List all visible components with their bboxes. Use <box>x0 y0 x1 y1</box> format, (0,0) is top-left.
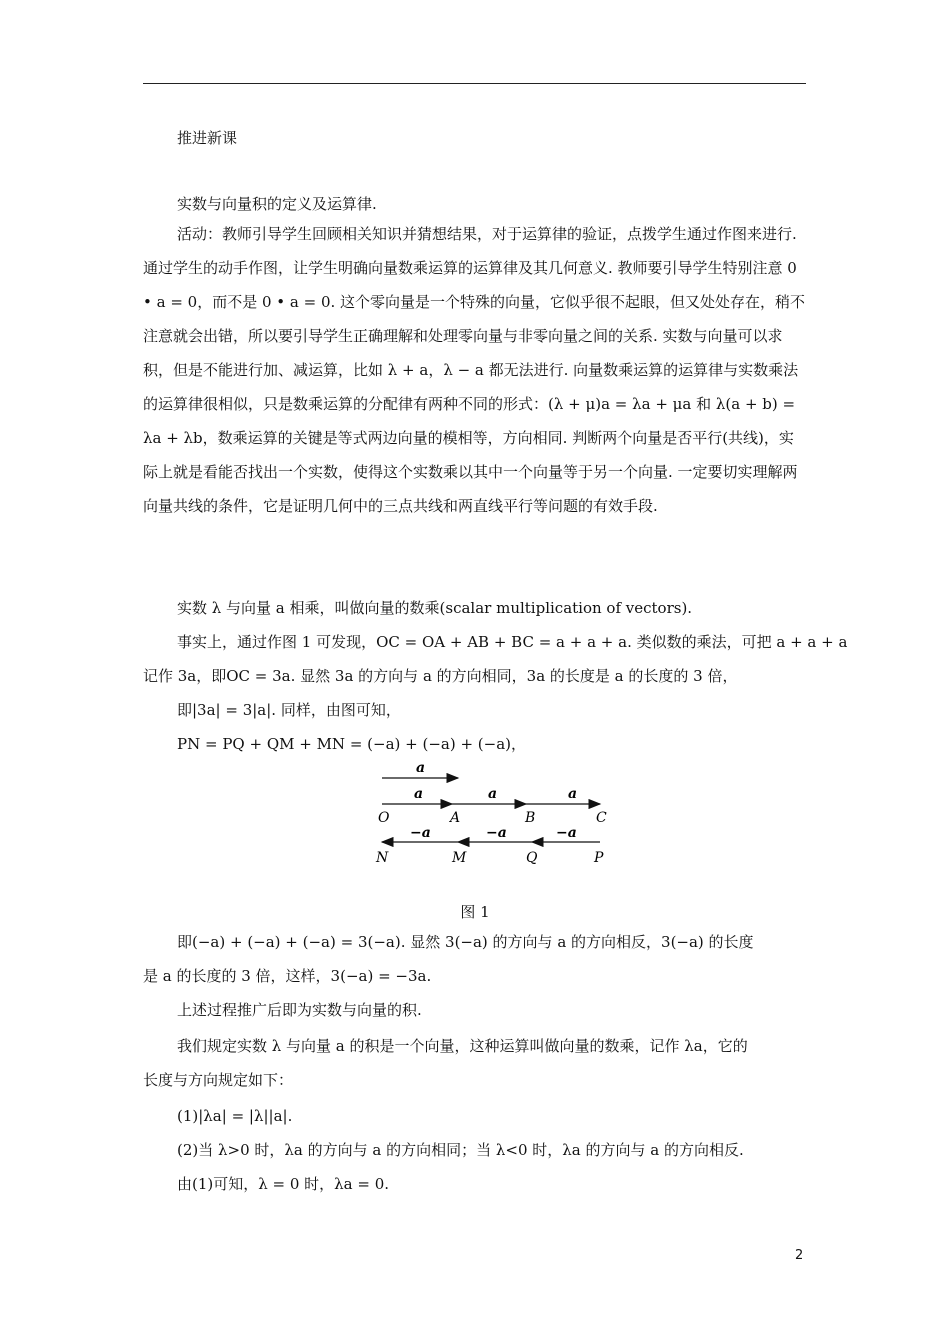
page-number: 2 <box>795 1248 804 1263</box>
definition-line-1: 我们规定实数 λ 与向量 a 的积是一个向量，这种运算叫做向量的数乘，记作 λa，它的 <box>177 1037 748 1055</box>
point-o: O <box>378 810 390 826</box>
rule-1: (1)|λa| = |λ||a|. <box>177 1107 293 1125</box>
definition-line-2: 长度与方向规定如下： <box>143 1071 294 1089</box>
subtitle: 实数与向量积的定义及运算律. <box>177 195 377 213</box>
lower-label-2: −a <box>486 825 507 841</box>
fact-line-4: PN = PQ + QM + MN = (−a) + (−a) + (−a)， <box>177 735 527 753</box>
after-line-1: 即(−a) + (−a) + (−a) = 3(−a). 显然 3(−a) 的方向与 a 的方向相反，3(−a) 的长度 <box>177 933 754 951</box>
point-a: A <box>450 810 461 826</box>
fact-line-3: 即|3a| = 3|a|. 同样，由图可知， <box>177 701 401 719</box>
fact-line-2: 记作 3a，即OC = 3a. 显然 3a 的方向与 a 的方向相同，3a 的长度是 a 的长度的 3 倍， <box>143 667 738 685</box>
point-q: Q <box>526 850 538 866</box>
point-n: N <box>376 850 389 866</box>
upper-label-3: a <box>568 786 578 802</box>
point-m: M <box>452 850 467 866</box>
header-rule <box>143 83 806 84</box>
after-line-2: 是 a 的长度的 3 倍，这样，3(−a) = −3a. <box>143 967 432 985</box>
fact-line-1: 事实上，通过作图 1 可发现，OC = OA + AB + BC = a + a + a. 类似数的乘法，可把 a + a + a <box>177 633 848 651</box>
vector-a-label: a <box>416 760 426 776</box>
section-title: 推进新课 <box>177 129 238 147</box>
scalar-definition: 实数 λ 与向量 a 相乘，叫做向量的数乘(scalar multiplication of vectors). <box>177 599 693 617</box>
point-p: P <box>594 850 604 866</box>
upper-label-1: a <box>414 786 424 802</box>
lower-label-3: −a <box>556 825 577 841</box>
figure-caption: 图 1 <box>460 903 490 921</box>
point-b: B <box>525 810 536 826</box>
point-c: C <box>596 810 607 826</box>
figure-1 <box>360 752 620 872</box>
upper-label-2: a <box>488 786 498 802</box>
activity-paragraph: 活动：教师引导学生回顾相关知识并猜想结果，对于运算律的验证，点拨学生通过作图来进行. 通过学生的动手作图，让学生明确向量数乘运算的运算律及其几何意义. 教师要引导学生特别注意 0 • a = 0，而不是 0 • a = 0. 这个零向量是一个特殊的向量，它似乎很不起眼，但又处处存在，稍不注意就会出错，所以要引导学生正确理解和处理零向量与非零向量之间的关系. 实数与向量可以求积，但是不能进行加、减运算，比如 λ + a，λ − a 都无法进行. 向量数乘运算的运算律与实数乘法的运算律很相似，只是数乘运算的分配律有两种不同的形式：(λ + μ)a = λa + μa 和 λ(a + b) = λa + λb，数乘运算的关键是等式两边向量的模相等，方向相同. 判断两个向量是否平行(共线)，实际上就是看能否找出一个实数，使得这个实数乘以其中一个向量等于另一个向量. 一定要切实理解两向量共线的条件，它是证明几何中的三点共线和两直线平行等问题的有效手段. <box>143 225 806 515</box>
rule-3: 由(1)可知，λ = 0 时，λa = 0. <box>177 1175 390 1193</box>
rule-2: (2)当 λ>0 时，λa 的方向与 a 的方向相同；当 λ<0 时，λa 的方向与 a 的方向相反. <box>177 1141 744 1159</box>
lower-label-1: −a <box>410 825 431 841</box>
after-line-3: 上述过程推广后即为实数与向量的积. <box>177 1001 422 1019</box>
